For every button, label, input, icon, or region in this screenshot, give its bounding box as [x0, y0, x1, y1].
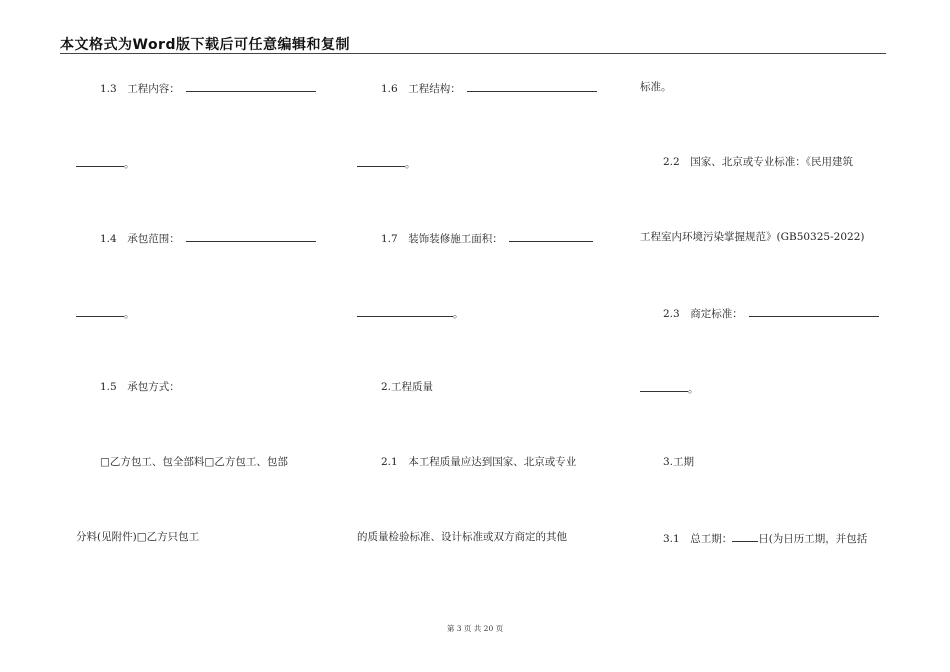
- page-header-title: 本文格式为Word版下载后可任意编辑和复制: [60, 37, 350, 53]
- contract-scope-field[interactable]: [186, 230, 316, 242]
- item-1-7-label: 1.7 装饰装修施工面积：: [381, 233, 503, 245]
- item-1-6-continuation: [357, 155, 416, 171]
- item-1-4-continuation: [76, 305, 135, 321]
- item-2-1-continuation: [640, 80, 672, 94]
- item-2-1-text-2: 的质量检验标准、设计标准或双方商定的其他: [357, 531, 567, 543]
- item-3-1: [663, 530, 867, 546]
- item-2-1-text-1: 2.1 本工程质量应达到国家、北京或专业: [381, 456, 577, 468]
- section-3-title-text: 3.工期: [663, 456, 695, 468]
- item-1-7-continuation: [357, 305, 464, 321]
- sentence-end: 。: [405, 158, 416, 170]
- item-1-3-label: 1.3 工程内容：: [100, 83, 180, 95]
- item-2-2-line2: [640, 230, 864, 244]
- item-1-7: [381, 230, 593, 246]
- sentence-end: 。: [124, 158, 135, 170]
- project-content-field[interactable]: [186, 80, 316, 92]
- agreed-standard-field-cont[interactable]: [640, 380, 688, 392]
- item-1-4: [100, 230, 316, 246]
- item-2-3: [663, 305, 879, 321]
- item-1-3-continuation: [76, 155, 135, 171]
- contract-options-text-1: □乙方包工、包全部料□乙方包工、包部: [100, 456, 288, 468]
- construction-area-field-cont[interactable]: [357, 305, 453, 317]
- page-number: 第 3 页 共 20 页: [446, 624, 504, 633]
- item-2-2-line1: [663, 155, 853, 169]
- header-divider: [60, 53, 886, 54]
- section-3-title: [663, 455, 694, 469]
- item-2-3-continuation: [640, 380, 699, 396]
- project-structure-field-cont[interactable]: [357, 155, 405, 167]
- item-1-5-label: 1.5 承包方式：: [100, 381, 180, 393]
- item-3-1-label: 3.1 总工期：: [663, 533, 733, 545]
- project-structure-field[interactable]: [467, 80, 597, 92]
- sentence-end: 。: [688, 383, 699, 395]
- contract-options-line1[interactable]: [100, 455, 288, 469]
- item-1-3: [100, 80, 316, 96]
- item-1-4-label: 1.4 承包范围：: [100, 233, 180, 245]
- item-2-1-line2: [357, 530, 567, 544]
- construction-area-field[interactable]: [509, 230, 593, 242]
- item-2-3-label: 2.3 商定标准：: [663, 308, 743, 320]
- item-1-6: [381, 80, 597, 96]
- item-1-5: [100, 380, 180, 394]
- agreed-standard-field[interactable]: [749, 305, 879, 317]
- item-2-1-line1: [381, 455, 576, 469]
- contract-options-line2[interactable]: [76, 530, 199, 544]
- section-2-title: [381, 380, 433, 394]
- item-3-1-suffix: 日(为日历工期，并包括: [758, 533, 868, 545]
- item-2-1-end-text: 标准。: [640, 81, 672, 93]
- contract-scope-field-cont[interactable]: [76, 305, 124, 317]
- section-2-title-text: 2.工程质量: [381, 381, 434, 393]
- total-duration-field[interactable]: [732, 530, 758, 542]
- contract-options-text-2: 分料(见附件)□乙方只包工: [76, 531, 200, 543]
- item-2-2-text-1: 2.2 国家、北京或专业标准：《民用建筑: [663, 156, 853, 168]
- project-content-field-cont[interactable]: [76, 155, 124, 167]
- item-2-2-text-2: 工程室内环境污染掌握规范》(GB50325-2022): [640, 231, 865, 243]
- sentence-end: 。: [124, 308, 135, 320]
- sentence-end: 。: [453, 308, 464, 320]
- item-1-6-label: 1.6 工程结构：: [381, 83, 461, 95]
